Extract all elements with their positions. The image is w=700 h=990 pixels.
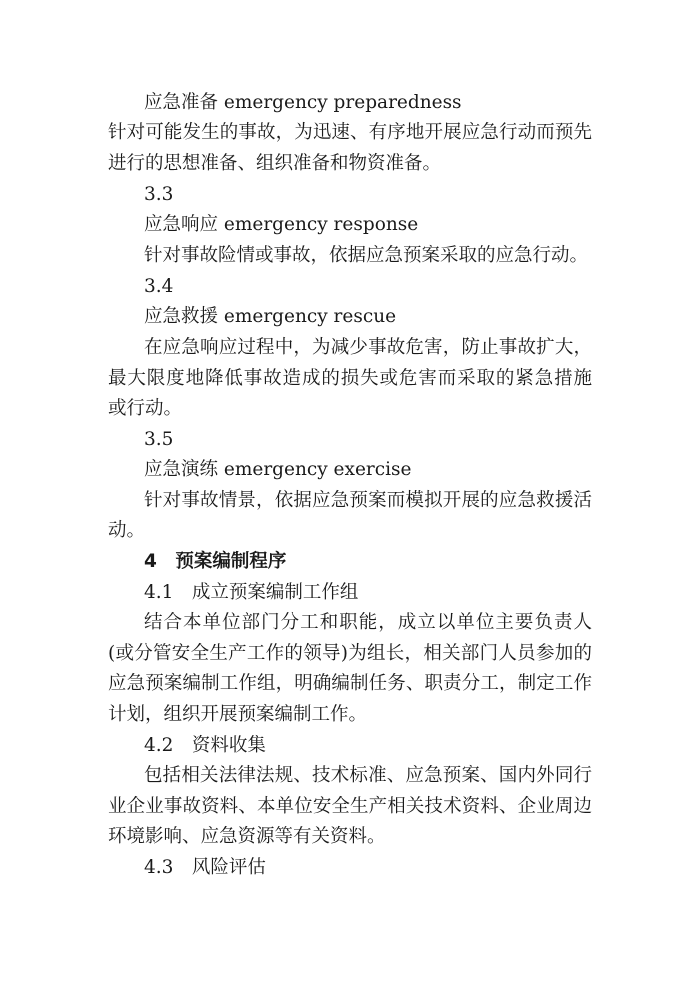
section-number: 3.3	[144, 184, 174, 205]
body-line: 包括相关法律法规、技术标准、应急预案、国内外同行	[144, 765, 592, 786]
term-emergency-exercise: 应急演练 emergency exercise	[144, 459, 412, 480]
definition-line: 动。	[108, 520, 146, 541]
body-line: 计划，组织开展预案编制工作。	[108, 704, 368, 725]
definition-line: 或行动。	[108, 398, 183, 419]
term-emergency-rescue: 应急救援 emergency rescue	[144, 306, 397, 327]
subsection-heading: 4.1 成立预案编制工作组	[144, 582, 359, 603]
body-line: 业企业事故资料、本单位安全生产相关技术资料、企业周边	[108, 796, 592, 817]
body-line: 环境影响、应急资源等有关资料。	[108, 826, 386, 847]
subsection-heading: 4.2 资料收集	[144, 735, 266, 756]
term-emergency-response: 应急响应 emergency response	[144, 214, 419, 235]
chapter-heading: 4 预案编制程序	[144, 551, 287, 572]
definition-line: 最大限度地降低事故造成的损失或危害而采取的紧急措施	[108, 368, 592, 389]
section-number: 3.5	[144, 429, 174, 450]
body-line: 应急预案编制工作组，明确编制任务、职责分工，制定工作	[108, 673, 592, 694]
section-number: 3.4	[144, 276, 174, 297]
definition-line: 针对事故情景，依据应急预案而模拟开展的应急救援活	[144, 490, 592, 511]
definition-line: 在应急响应过程中，为减少事故危害，防止事故扩大，	[144, 337, 592, 358]
definition-line: 针对可能发生的事故，为迅速、有序地开展应急行动而预先	[108, 122, 592, 143]
definition-line: 进行的思想准备、组织准备和物资准备。	[108, 153, 442, 174]
body-line: (或分管安全生产工作的领导)为组长，相关部门人员参加的	[108, 643, 592, 664]
definition-line: 针对事故险情或事故，依据应急预案采取的应急行动。	[144, 245, 589, 266]
body-line: 结合本单位部门分工和职能，成立以单位主要负责人	[144, 612, 592, 633]
term-emergency-preparedness: 应急准备 emergency preparedness	[144, 92, 462, 113]
subsection-heading: 4.3 风险评估	[144, 857, 266, 878]
